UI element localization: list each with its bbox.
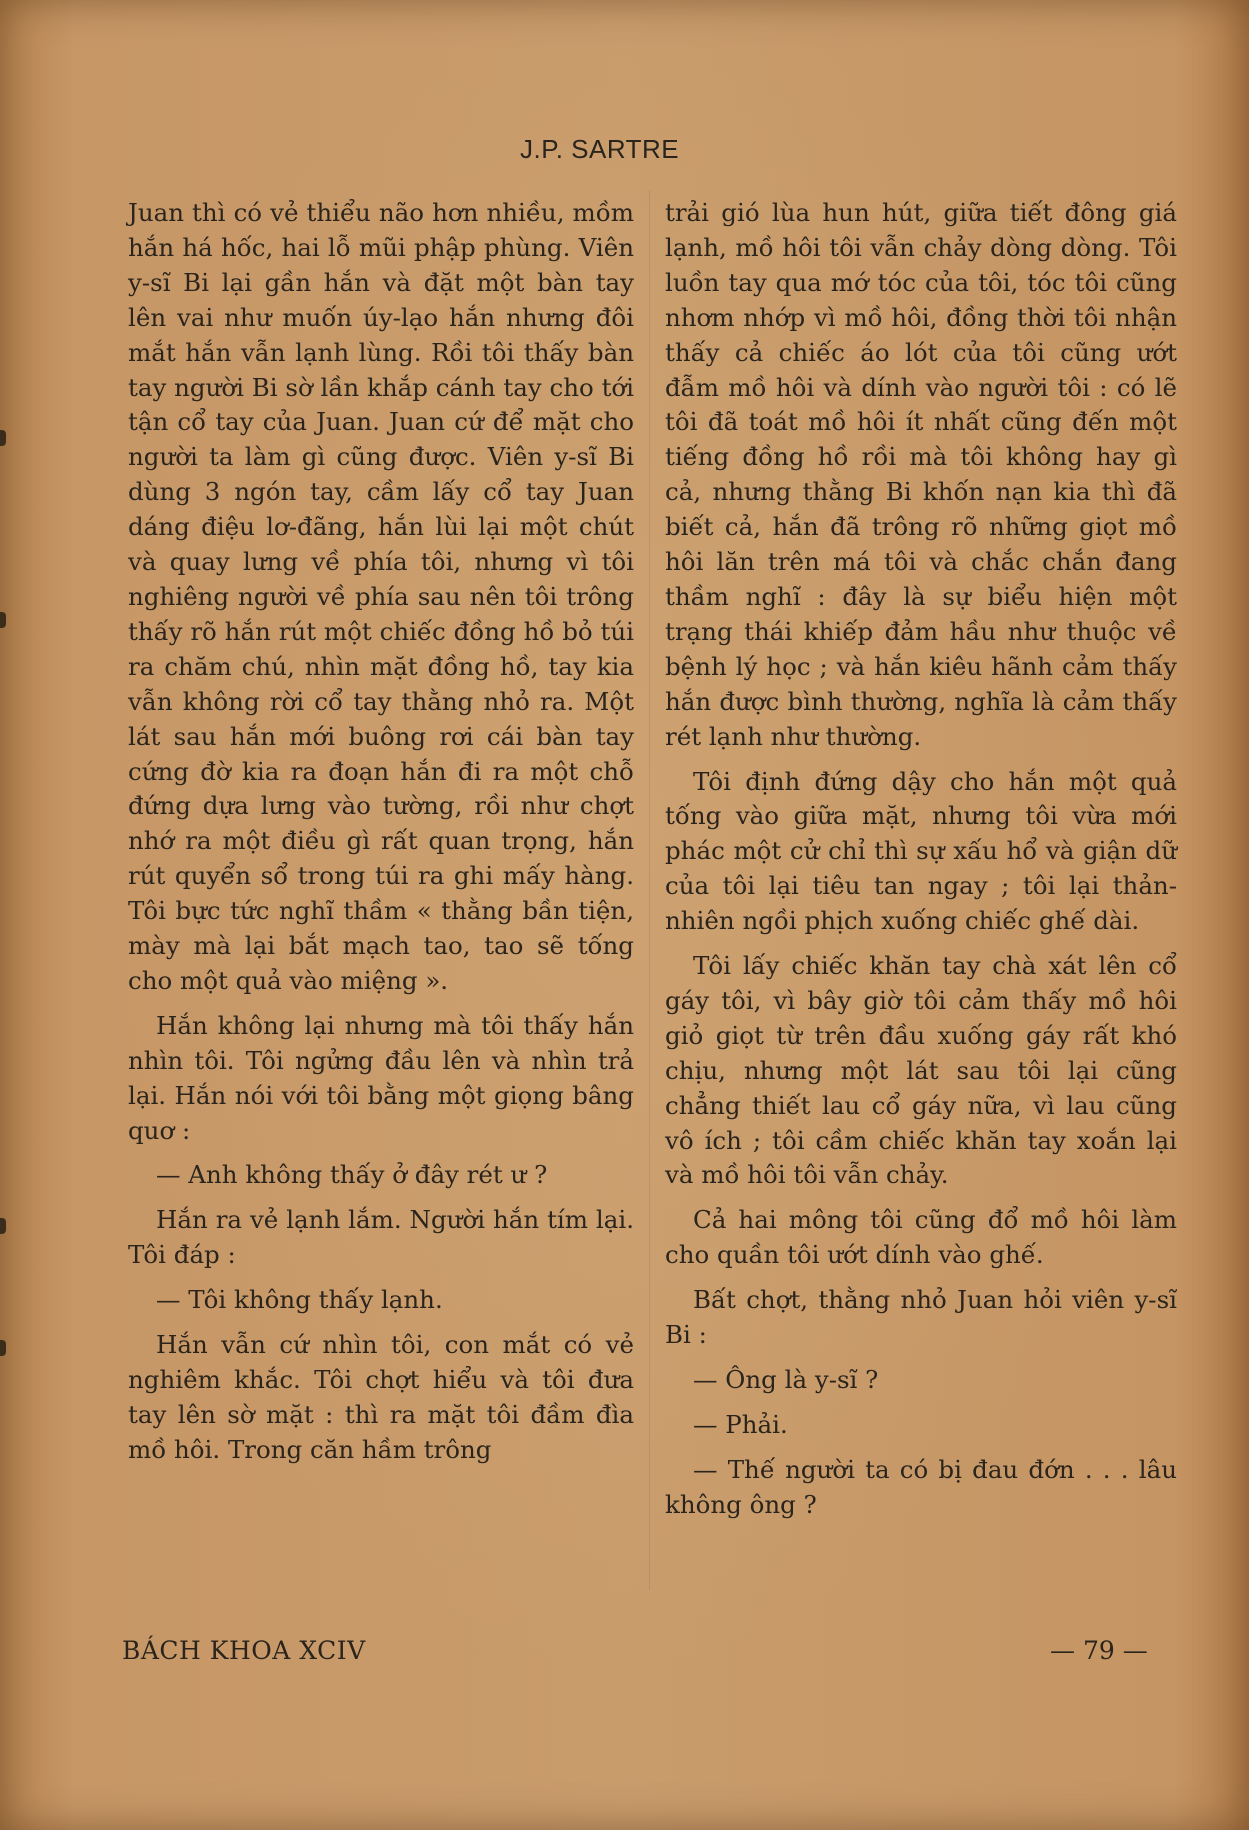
- paragraph: Tôi lấy chiếc khăn tay chà xát lên cổ gáy tôi, vì bây giờ tôi cảm thấy mồ hôi giỏ giọt từ trên đầu xuống gáy rất khó chịu, nhưng một lát sau tôi lại cũng chẳng thiết lau cổ gáy nữa, vì lau cũng vô ích ; tôi cầm chiếc khăn tay xoắn lại và mồ hôi tôi vẫn chảy.: [665, 951, 1177, 1190]
- dialogue-line: — Thế người ta có bị đau đớn . . . lâu không ông ?: [665, 1454, 1177, 1519]
- left-column: [128, 196, 634, 1468]
- binding-hole: [0, 430, 6, 446]
- dialogue-line: — Ông là y-sĩ ?: [693, 1365, 879, 1394]
- paragraph: Hắn vẫn cứ nhìn tôi, con mắt có vẻ nghiêm khắc. Tôi chợt hiểu và tôi đưa tay lên sờ mặt : thì ra mặt tôi đầm đìa mồ hôi. Trong căn hầm trông: [128, 1330, 634, 1464]
- binding-hole: [0, 1340, 6, 1356]
- paragraph: Hắn không lại nhưng mà tôi thấy hắn nhìn tôi. Tôi ngửng đầu lên và nhìn trả lại. Hắn nói với tôi bằng một giọng bâng quơ :: [128, 1010, 634, 1145]
- paragraph: Bất chợt, thằng nhỏ Juan hỏi viên y-sĩ Bi :: [665, 1285, 1177, 1350]
- column-divider: [649, 190, 650, 1590]
- page-number: — 79 —: [1050, 1636, 1148, 1665]
- binding-hole: [0, 1218, 6, 1234]
- paragraph: Tôi định đứng dậy cho hắn một quả tống vào giữa mặt, nhưng tôi vừa mới phác một cử chỉ thì sự xấu hổ và giận dữ của tôi lại tiêu tan ngay ; tôi lại thản-nhiên ngồi phịch xuống chiếc ghế dài.: [665, 766, 1177, 936]
- paragraph: trải gió lùa hun hút, giữa tiết đông giá lạnh, mồ hôi tôi vẫn chảy dòng dòng. Tôi luồn tay qua mớ tóc của tôi, tóc tôi cũng nhơm nhớp vì mồ hôi, đồng thời tôi nhận thấy cả chiếc áo lót của tôi cũng ướt đẫm mồ hôi và dính vào người tôi : có lẽ tôi đã toát mồ hôi ít nhất cũng đến một tiếng đồng hồ rồi mà tôi không hay gì cả, nhưng thằng Bi khốn nạn kia thì đã biết cả, hắn đã trông rõ những giọt mồ hôi lăn trên má tôi và chắc chắn đang thầm nghĩ : đây là sự biểu hiện một trạng thái khiếp đảm hầu như thuộc về bệnh lý học ; và hắn kiêu hãnh cảm thấy hắn được bình thường, nghĩa là cảm thấy rét lạnh như thường.: [665, 198, 1177, 751]
- right-column: [665, 196, 1177, 1523]
- dialogue-line: — Anh không thấy ở đây rét ư ?: [156, 1160, 548, 1190]
- binding-hole: [0, 612, 6, 628]
- running-header: J.P. SARTRE: [520, 134, 680, 164]
- journal-name: BÁCH KHOA XCIV: [122, 1636, 366, 1665]
- paragraph: Cả hai mông tôi cũng đổ mồ hôi làm cho quần tôi ướt dính vào ghế.: [665, 1205, 1177, 1270]
- paragraph: Hắn ra vẻ lạnh lắm. Người hắn tím lại. Tôi đáp :: [128, 1205, 634, 1270]
- dialogue-line: — Tôi không thấy lạnh.: [156, 1285, 443, 1315]
- paragraph: Juan thì có vẻ thiểu não hơn nhiều, mồm hắn há hốc, hai lỗ mũi phập phùng. Viên y-sĩ Bi lại gần hắn và đặt một bàn tay lên vai như muốn úy-lạo hắn nhưng đôi mắt hắn vẫn lạnh lùng. Rồi tôi thấy bàn tay người Bi sờ lần khắp cánh tay cho tới tận cổ tay của Juan. Juan cứ để mặt cho người ta làm gì cũng được. Viên y-sĩ Bi dùng 3 ngón tay, cầm lấy cổ tay Juan dáng điệu lơ-đãng, hắn lùi lại một chút và quay lưng về phía tôi, nhưng vì tôi nghiêng người về phía sau nên tôi trông thấy rõ hắn rút một chiếc đồng hồ bỏ túi ra chăm chú, nhìn mặt đồng hồ, tay kia vẫn không rời cổ tay thằng nhỏ ra. Một lát sau hắn mới buông rơi cái bàn tay cứng đờ kia ra đoạn hắn đi ra một chỗ đứng dựa lưng vào tường, rồi như chợt nhớ ra một điều gì rất quan trọng, hắn rút quyển sổ trong túi ra ghi mấy hàng. Tôi bực tức nghĩ thầm « thằng bần tiện, mày mà lại bắt mạch tao, tao sẽ tống cho một quả vào miệng ».: [128, 198, 634, 995]
- dialogue-line: — Phải.: [693, 1409, 788, 1439]
